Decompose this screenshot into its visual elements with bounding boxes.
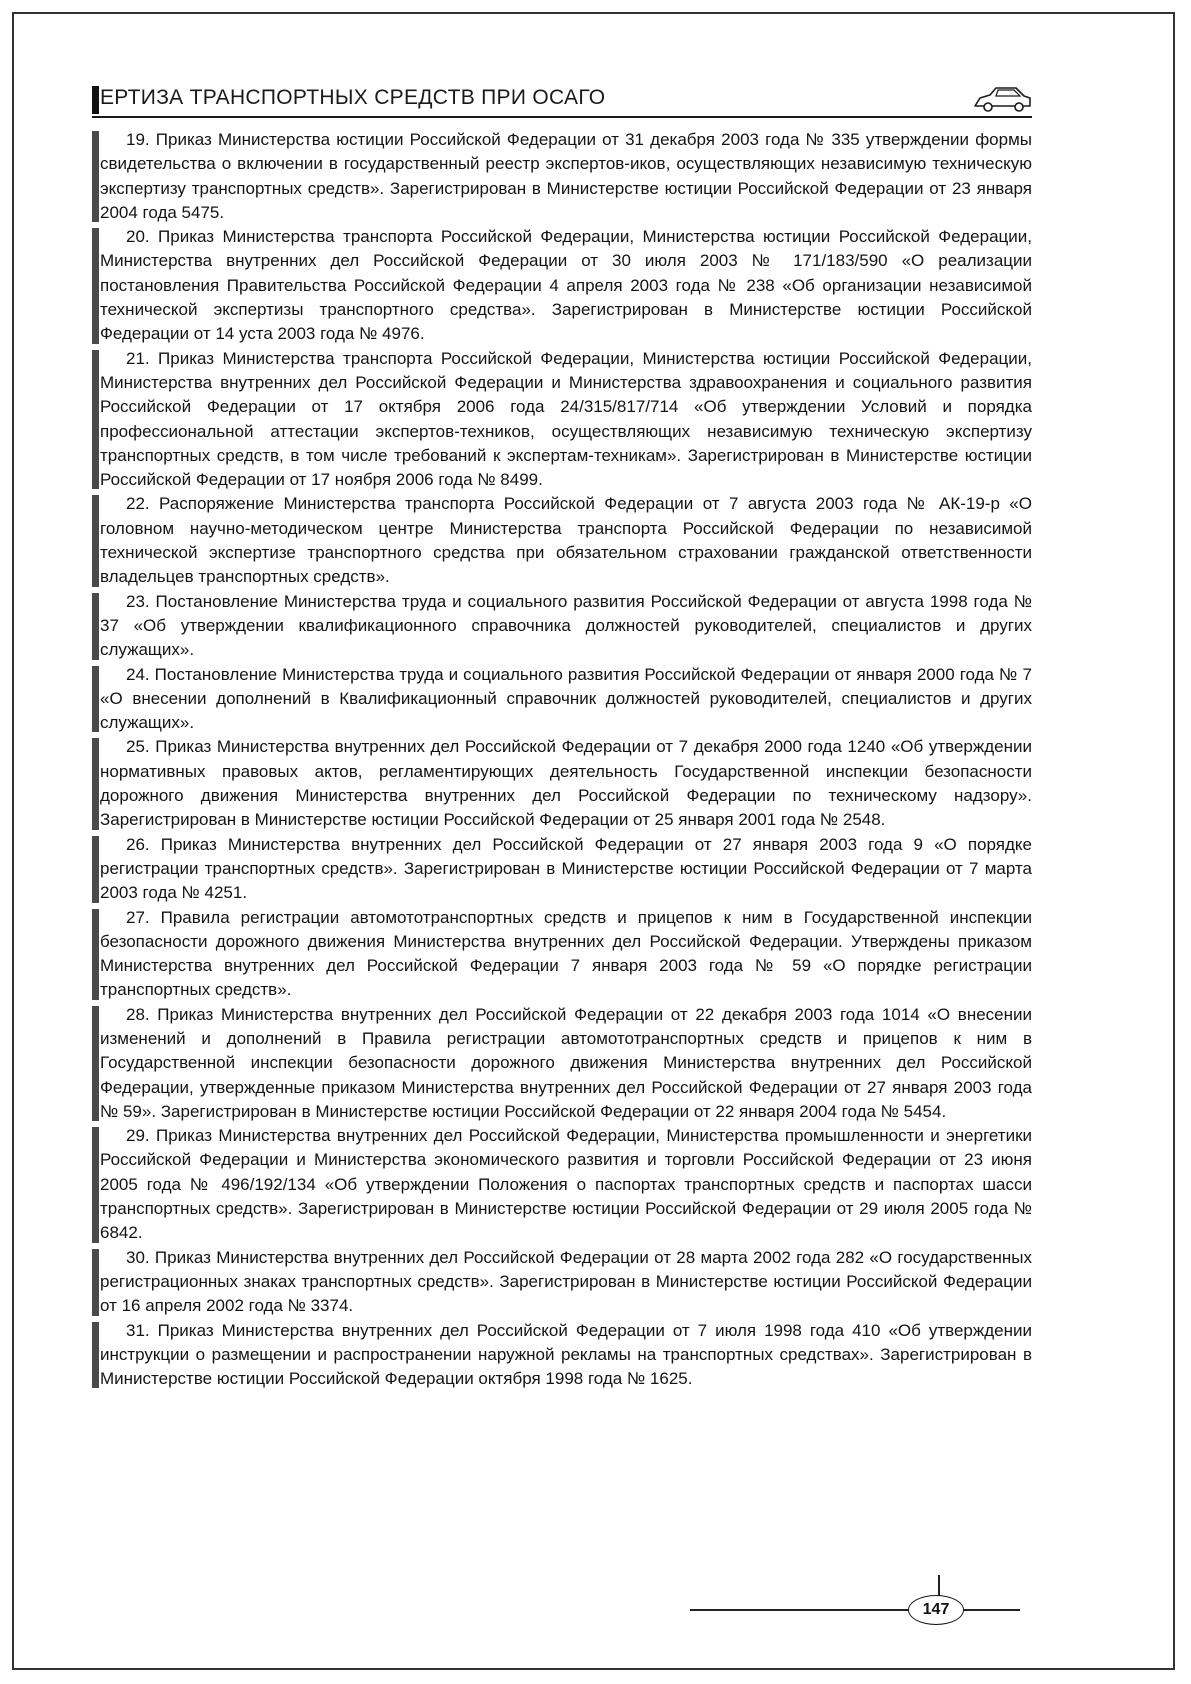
header-rule: [92, 116, 1032, 118]
reference-item-20: 20. Приказ Министерства транспорта Российской Федерации, Министерства юстиции Российской Федерации, Министерства внутренних дел Российской Федерации от 30 июля 2003 № 171/183/590 «О реализации постановления Правительства Российской Федерации 4 апреля 2003 года № 238 «Об организации независимой технической экспертизы транспортного средства». Зарегистрирован в Министерстве юстиции Российской Федерации от 14 уста 2003 года № 4976.: [92, 225, 1032, 346]
reference-item-27: 27. Правила регистрации автомототранспортных средств и прицепов к ним в Государственной инспекции безопасности дорожного движения Министерства внутренних дел Российской Федерации. Утверждены приказом Министерства внутренних дел Российской Федерации 7 января 2003 года № 59 «О порядке регистрации транспортных средств».: [92, 906, 1032, 1003]
reference-item-22: 22. Распоряжение Министерства транспорта Российской Федерации от 7 августа 2003 года № АК-19-р «О головном научно-методическом центре Министерства транспорта Российской Федерации по независимой технической экспертизе транспортного средства при обязательном страховании гражданской ответственности владельцев транспортных средств».: [92, 492, 1032, 589]
reference-item-31: 31. Приказ Министерства внутренних дел Российской Федерации от 7 июля 1998 года 410 «Об утверждении инструкции о размещении и распространении наружной рекламы на транспортных средствах». Зарегистрирован в Министерстве юстиции Российской Федерации октября 1998 года № 1625.: [92, 1319, 1032, 1392]
header-edge-bar: [92, 86, 99, 114]
footer-rule: [690, 1609, 1020, 1611]
car-outline-icon: [972, 84, 1032, 114]
reference-item-26: 26. Приказ Министерства внутренних дел Российской Федерации от 27 января 2003 года 9 «О порядке регистрации транспортных средств». Зарегистрирован в Министерстве юстиции Российской Федерации от 7 марта 2003 года № 4251.: [92, 833, 1032, 906]
reference-list: [92, 128, 1032, 1391]
reference-item-24: 24. Постановление Министерства труда и социального развития Российской Федерации от января 2000 года № 7 «О внесении дополнений в Квалификационный справочник должностей руководителей, специалистов и других служащих».: [92, 663, 1032, 736]
page-number: 147: [922, 1601, 950, 1618]
reference-item-29: 29. Приказ Министерства внутренних дел Российской Федерации, Министерства промышленности и энергетики Российской Федерации и Министерства экономического развития и торговли Российской Федерации от 23 июня 2005 года № 496/192/134 «Об утверждении Положения о паспортах транспортных средств и паспортах шасси транспортных средств». Зарегистрирован в Министерстве юстиции Российской Федерации от 29 июля 2005 года № 6842.: [92, 1124, 1032, 1245]
running-header-title: ЕРТИЗА ТРАНСПОРТНЫХ СРЕДСТВ ПРИ ОСАГО: [100, 86, 606, 109]
reference-item-19: 19. Приказ Министерства юстиции Российской Федерации от 31 декабря 2003 года № 335 утверждении формы свидетельства о включении в государственный реестр экспертов-иков, осуществляющих независимую техническую экспертизу транспортных средств». Зарегистрирован в Министерстве юстиции Российской Федерации от 23 января 2004 года 5475.: [92, 128, 1032, 225]
page-footer: [690, 1575, 1030, 1645]
running-header: [92, 80, 1032, 120]
reference-item-28: 28. Приказ Министерства внутренних дел Российской Федерации от 22 декабря 2003 года 1014 «О внесении изменений и дополнений в Правила регистрации автомототранспортных средств и прицепов к ним в Государственной инспекции безопасности дорожного движения Министерства внутренних дел Российской Федерации, утвержденные приказом Министерства внутренних дел Российской Федерации от 27 января 2003 года № 59». Зарегистрирован в Министерстве юстиции Российской Федерации от 22 января 2004 года № 5454.: [92, 1003, 1032, 1124]
footer-tick-mark: [938, 1575, 940, 1597]
reference-item-23: 23. Постановление Министерства труда и социального развития Российской Федерации от августа 1998 года № 37 «Об утверждении квалификационного справочника должностей руководителей, специалистов и других служащих».: [92, 590, 1032, 663]
page-number-badge: [908, 1595, 964, 1625]
reference-item-21: 21. Приказ Министерства транспорта Российской Федерации, Министерства юстиции Российской Федерации, Министерства внутренних дел Российской Федерации и Министерства здравоохранения и социального развития Российской Федерации от 17 октября 2006 года 24/315/817/714 «Об утверждении Условий и порядка профессиональной аттестации экспертов-техников, осуществляющих независимую техническую экспертизу транспортных средств, в том числе требований к экспертам-техникам». Зарегистрирован в Министерстве юстиции Российской Федерации от 17 ноября 2006 года № 8499.: [92, 347, 1032, 493]
reference-item-25: 25. Приказ Министерства внутренних дел Российской Федерации от 7 декабря 2000 года 1240 «Об утверждении нормативных правовых актов, регламентирующих деятельность Государственной инспекции безопасности дорожного движения Министерства внутренних дел Российской Федерации по техническому надзору». Зарегистрирован в Министерстве юстиции Российской Федерации от 25 января 2001 года № 2548.: [92, 735, 1032, 832]
reference-item-30: 30. Приказ Министерства внутренних дел Российской Федерации от 28 марта 2002 года 282 «О государственных регистрационных знаках транспортных средств». Зарегистрирован в Министерстве юстиции Российской Федерации от 16 апреля 2002 года № 3374.: [92, 1246, 1032, 1319]
